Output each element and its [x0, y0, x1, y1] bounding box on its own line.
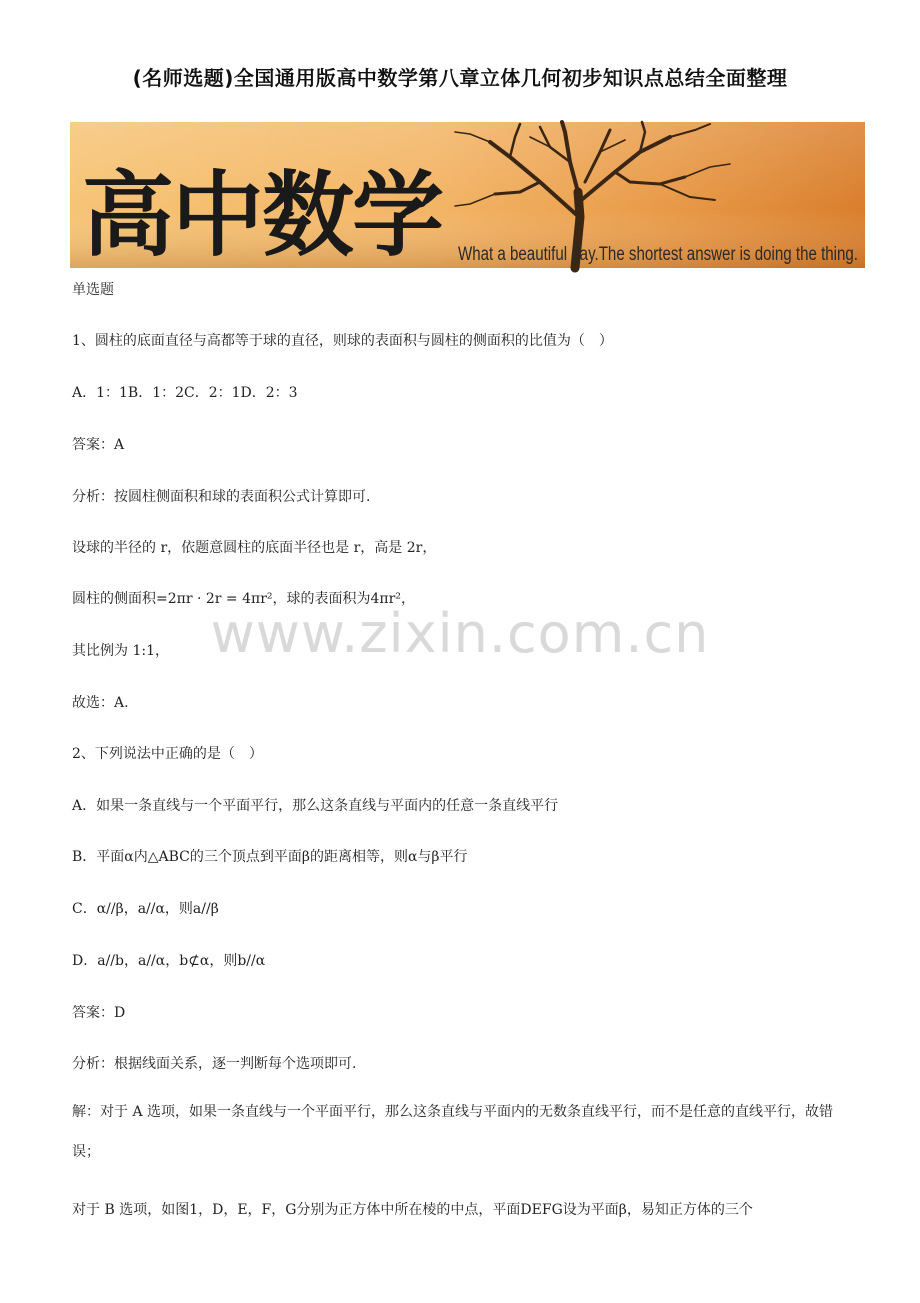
- question-2-option-b: B．平面α内△ABC的三个顶点到平面β的距离相等，则α与β平行: [72, 849, 468, 865]
- banner-tagline: What a beautiful day.The shortest answer is doing the thing.: [458, 244, 858, 265]
- question-2-option-c: C．α//β，a//α，则a//β: [72, 901, 219, 917]
- question-1-solution-line-3: 其比例为 1:1，: [72, 643, 169, 659]
- page-title: (名师选题)全国通用版高中数学第八章立体几何初步知识点总结全面整理: [132, 66, 788, 90]
- question-2-answer: 答案：D: [72, 1005, 126, 1021]
- banner-graphic: [70, 122, 865, 268]
- question-1-stem: 1、圆柱的底面直径与高都等于球的直径，则球的表面积与圆柱的侧面积的比值为（ ）: [72, 333, 613, 349]
- question-2-option-a: A．如果一条直线与一个平面平行，那么这条直线与平面内的任意一条直线平行: [72, 798, 559, 814]
- question-2-solution-b: 对于 B 选项，如图1，D，E，F，G分别为正方体中所在棱的中点，平面DEFG设为平面β，易知正方体的三个: [72, 1202, 753, 1218]
- banner-headline: 高中数学: [82, 161, 443, 269]
- watermark: www.zixin.com.cn: [210, 602, 710, 665]
- question-2-stem: 2、下列说法中正确的是（ ）: [72, 746, 263, 762]
- question-1-conclusion: 故选：A.: [72, 695, 129, 711]
- question-2-option-d: D．a//b，a//α，b⊄α，则b//α: [72, 953, 266, 969]
- question-1-analysis: 分析：按圆柱侧面积和球的表面积公式计算即可.: [72, 489, 371, 505]
- question-2-analysis: 分析：根据线面关系，逐一判断每个选项即可.: [72, 1056, 357, 1072]
- section-heading: 单选题: [72, 282, 114, 298]
- question-1-options: A．1：1B．1：2C．2：1D．2：3: [72, 385, 298, 401]
- banner-image: [70, 122, 865, 268]
- question-1-answer: 答案：A: [72, 437, 125, 453]
- question-1-solution-line-1: 设球的半径的 r，依题意圆柱的底面半径也是 r，高是 2r，: [72, 540, 437, 556]
- question-2-solution-a: 解：对于 A 选项，如果一条直线与一个平面平行，那么这条直线与平面内的无数条直线平行，而不是任意的直线平行，故错误；: [72, 1104, 834, 1160]
- question-1-solution-line-2: 圆柱的侧面积=2πr · 2r = 4πr²，球的表面积为4πr²，: [72, 591, 415, 607]
